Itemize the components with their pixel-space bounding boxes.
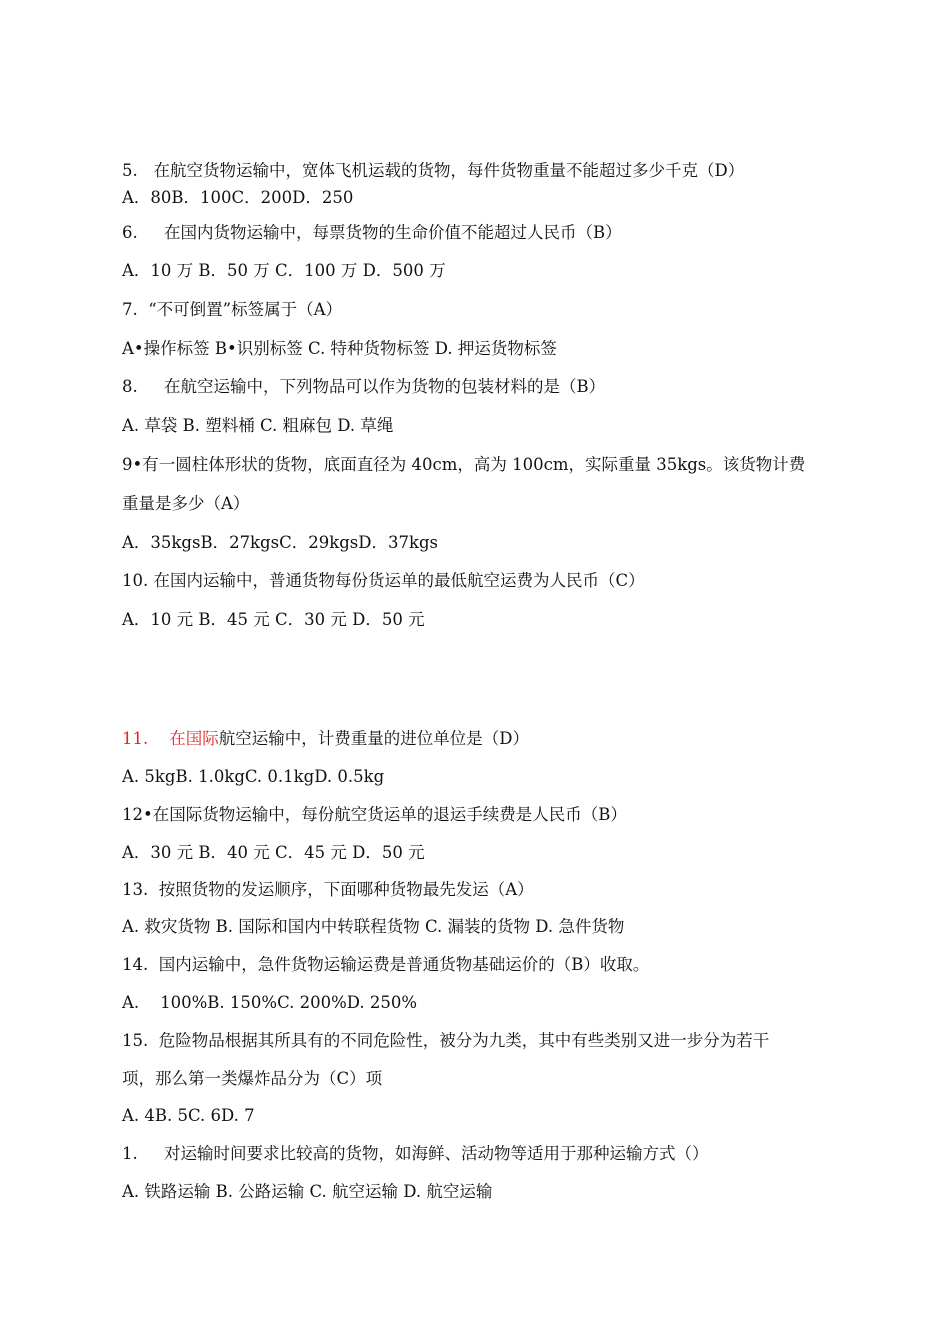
question-6-options: A．10 万 B．50 万 C．100 万 D．500 万 — [122, 261, 446, 280]
question-15-line-2: 项，那么第一类爆炸品分为（C）项 — [122, 1069, 383, 1088]
question-6: 6. 在国内货物运输中，每票货物的生命价值不能超过人民币（B） — [122, 223, 622, 242]
question-12-options: A．30 元 B．40 元 C．45 元 D．50 元 — [122, 843, 425, 862]
question-14-options: A. 100%B. 150%C. 200%D. 250% — [122, 993, 418, 1012]
question-10-options: A．10 元 B．45 元 C．30 元 D．50 元 — [122, 610, 425, 629]
question-15-line-1: 15. 危险物品根据其所具有的不同危险性，被分为九类，其中有些类别又进一步分为若干 — [122, 1031, 770, 1050]
question-11-highlight: 11. 在国际 — [122, 729, 219, 748]
question-12: 12•在国际货物运输中，每份航空货运单的退运手续费是人民币（B） — [122, 805, 627, 824]
question-1: 1. 对运输时间要求比较高的货物，如海鲜、活动物等适用于那种运输方式（） — [122, 1144, 709, 1163]
question-5-options: A．80B．100C．200D．250 — [122, 188, 354, 207]
question-11-options: A. 5kgB. 1.0kgC. 0.1kgD. 0.5kg — [122, 767, 385, 786]
question-9-line-2: 重量是多少（A） — [122, 494, 250, 513]
question-1-options: A. 铁路运输 B. 公路运输 C. 航空运输 D. 航空运输 — [122, 1182, 493, 1201]
question-7-options: A•操作标签 B•识别标签 C. 特种货物标签 D. 押运货物标签 — [122, 339, 557, 358]
question-11 — [122, 728, 529, 750]
question-11-text: 航空运输中，计费重量的进位单位是（D） — [218, 729, 529, 748]
question-13: 13. 按照货物的发运顺序，下面哪种货物最先发运（A） — [122, 880, 534, 899]
question-5: 5. 在航空货物运输中，宽体飞机运载的货物，每件货物重量不能超过多少千克（D） — [122, 161, 745, 180]
question-9-line-1: 9•有一圆柱体形状的货物，底面直径为 40cm，高为 100cm，实际重量 35kgs。该货物计费 — [122, 455, 806, 474]
question-10: 10. 在国内运输中，普通货物每份货运单的最低航空运费为人民币（C） — [122, 571, 645, 590]
question-8-options: A. 草袋 B. 塑料桶 C. 粗麻包 D. 草绳 — [122, 416, 394, 435]
question-7: 7. “不可倒置”标签属于（A） — [122, 300, 343, 319]
question-14: 14. 国内运输中，急件货物运输运费是普通货物基础运价的（B）收取。 — [122, 955, 650, 974]
question-8: 8. 在航空运输中，下列物品可以作为货物的包装材料的是（B） — [122, 377, 606, 396]
question-9-options: A．35kgsB．27kgsC．29kgsD．37kgs — [122, 533, 438, 552]
question-13-options: A. 救灾货物 B. 国际和国内中转联程货物 C. 漏装的货物 D. 急件货物 — [122, 917, 625, 936]
question-15-options: A. 4B. 5C. 6D. 7 — [122, 1106, 255, 1125]
